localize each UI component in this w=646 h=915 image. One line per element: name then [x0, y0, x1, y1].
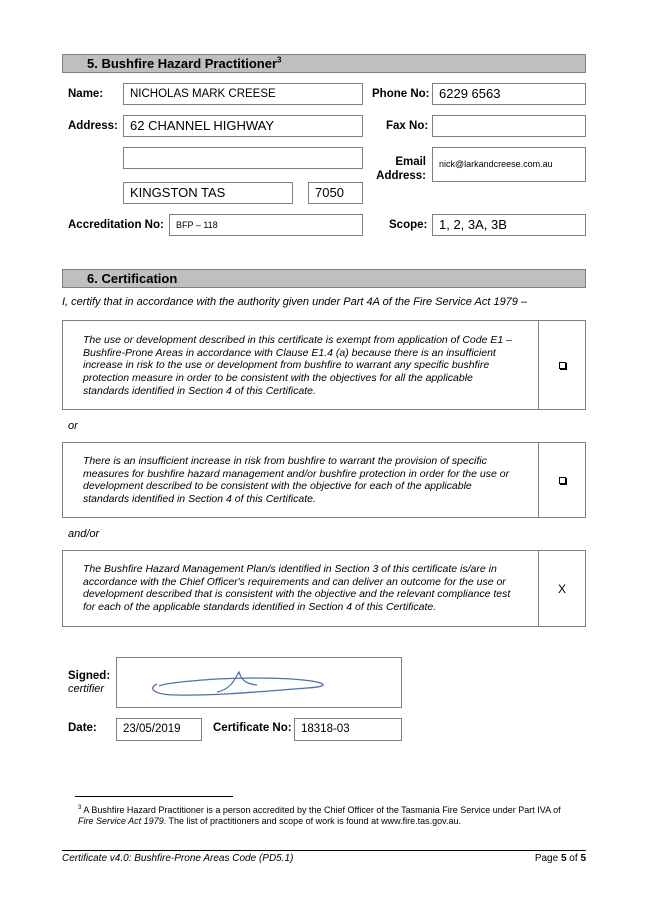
page-total: 5 [580, 853, 586, 864]
footnote-text-italic: Fire Service Act 1979 [78, 816, 164, 826]
option-1-line: The use or development described in this certificate is exempt from application of Code E1 – [83, 334, 512, 346]
name-label: Name: [68, 88, 104, 100]
email-label-line1: Email [395, 156, 426, 168]
option-2-checkbox[interactable] [559, 477, 566, 484]
footnote-divider [75, 796, 233, 797]
section-6-header [62, 269, 586, 288]
footnote-text-1: A Bushfire Hazard Practitioner is a person accredited by the Chief Officer of the Tasmania Fire Service under Part IVA of [81, 805, 561, 815]
option-2-checkbox-cell[interactable] [538, 443, 585, 517]
accreditation-field[interactable]: BFP – 118 [169, 214, 363, 236]
conjunction-or: or [68, 420, 78, 432]
footnote-text-2: . The list of practitioners and scope of work is found at www.fire.tas.gov.au. [163, 816, 462, 826]
fax-label: Fax No: [386, 120, 429, 132]
page-current: 5 [560, 853, 567, 864]
option-1-line: standards identified in Section 4 of this Certificate. [83, 384, 316, 397]
option-2-line: standards identified in Section 4 of this Certificate. [83, 493, 316, 506]
footnote-ref: 3 [277, 55, 282, 65]
address-line2-field[interactable] [123, 147, 363, 169]
scope-label: Scope: [389, 219, 428, 231]
option-3-mark: X [557, 581, 566, 596]
signature-image [117, 658, 401, 707]
certifier-label: certifier [68, 683, 105, 695]
certification-option-3 [62, 550, 586, 627]
page-middle: of [566, 853, 581, 864]
scope-field[interactable]: 1, 2, 3A, 3B [432, 214, 586, 236]
certification-option-1 [62, 320, 586, 410]
email-label [376, 155, 426, 183]
conjunction-and-or: and/or [68, 528, 100, 540]
date-field[interactable]: 23/05/2019 [116, 718, 202, 741]
section-5-title: 5. Bushfire Hazard Practitioner [87, 56, 277, 71]
phone-field[interactable]: 6229 6563 [432, 83, 586, 105]
footer-document-title: Certificate v4.0: Bushfire-Prone Areas Code (PD5.1) [62, 853, 294, 864]
footer-page-number [535, 853, 586, 864]
option-1-line: Bushfire-Prone Areas in accordance with Clause E1.4 (a) because there is an insufficient [83, 346, 496, 359]
option-3-mark-cell[interactable] [538, 551, 585, 626]
phone-label: Phone No: [372, 88, 430, 100]
footnote-number: 3 [78, 805, 82, 811]
suburb-field[interactable]: KINGSTON TAS [123, 182, 293, 204]
option-3-line: development described that is consistent with the objective and the relevant compliance test [83, 588, 511, 601]
certificate-no-label: Certificate No: [213, 722, 292, 734]
option-2-line: development described to be consistent with the objective for each of the applicable [83, 480, 472, 493]
option-3-line: for each of the applicable standards identified in Section 4 of this Certificate. [83, 601, 437, 614]
certificate-no-field[interactable]: 18318-03 [294, 718, 402, 741]
option-3-line: The Bushfire Hazard Management Plan/s identified in Section 3 of this certificate is/are in [83, 563, 497, 575]
option-1-checkbox-cell[interactable] [538, 321, 585, 409]
option-1-line: increase in risk to the use or development from bushfire to warrant any specific bushfire [83, 359, 490, 372]
certification-intro: I, certify that in accordance with the authority given under Part 4A of the Fire Service Act 1979 – [62, 296, 528, 308]
signed-label: Signed: [68, 670, 111, 682]
signature-box[interactable] [116, 657, 402, 708]
date-label: Date: [68, 722, 97, 734]
option-3-line: accordance with the Chief Officer's requirements and can deliver an outcome for the use or [83, 575, 506, 588]
option-2-line: measures for bushfire hazard management and/or bushfire protection in order for the use or [83, 467, 510, 480]
option-3-text [83, 563, 510, 614]
address-line1-field[interactable]: 62 CHANNEL HIGHWAY [123, 115, 363, 137]
option-1-text [83, 334, 512, 398]
address-label: Address: [68, 120, 118, 132]
fax-field[interactable] [432, 115, 586, 137]
option-2-line: There is an insufficient increase in risk from bushfire to warrant the provision of specific [83, 455, 487, 467]
option-1-line: protection measure in order to be consistent with the objectives for all the applicable [83, 372, 473, 385]
accreditation-label: Accreditation No: [68, 219, 164, 231]
footer-divider [62, 850, 586, 851]
section-5-header [62, 54, 586, 73]
certification-option-2 [62, 442, 586, 518]
page-prefix: Page [534, 853, 561, 864]
section-6-title: 6. Certification [87, 271, 178, 286]
email-field[interactable]: nick@larkandcreese.com.au [432, 147, 586, 182]
name-field[interactable]: NICHOLAS MARK CREESE [123, 83, 363, 105]
option-1-checkbox[interactable] [559, 362, 566, 369]
postcode-field[interactable]: 7050 [308, 182, 363, 204]
option-2-text [83, 455, 509, 506]
email-label-line2: Address: [376, 170, 426, 182]
footnote [78, 803, 578, 827]
